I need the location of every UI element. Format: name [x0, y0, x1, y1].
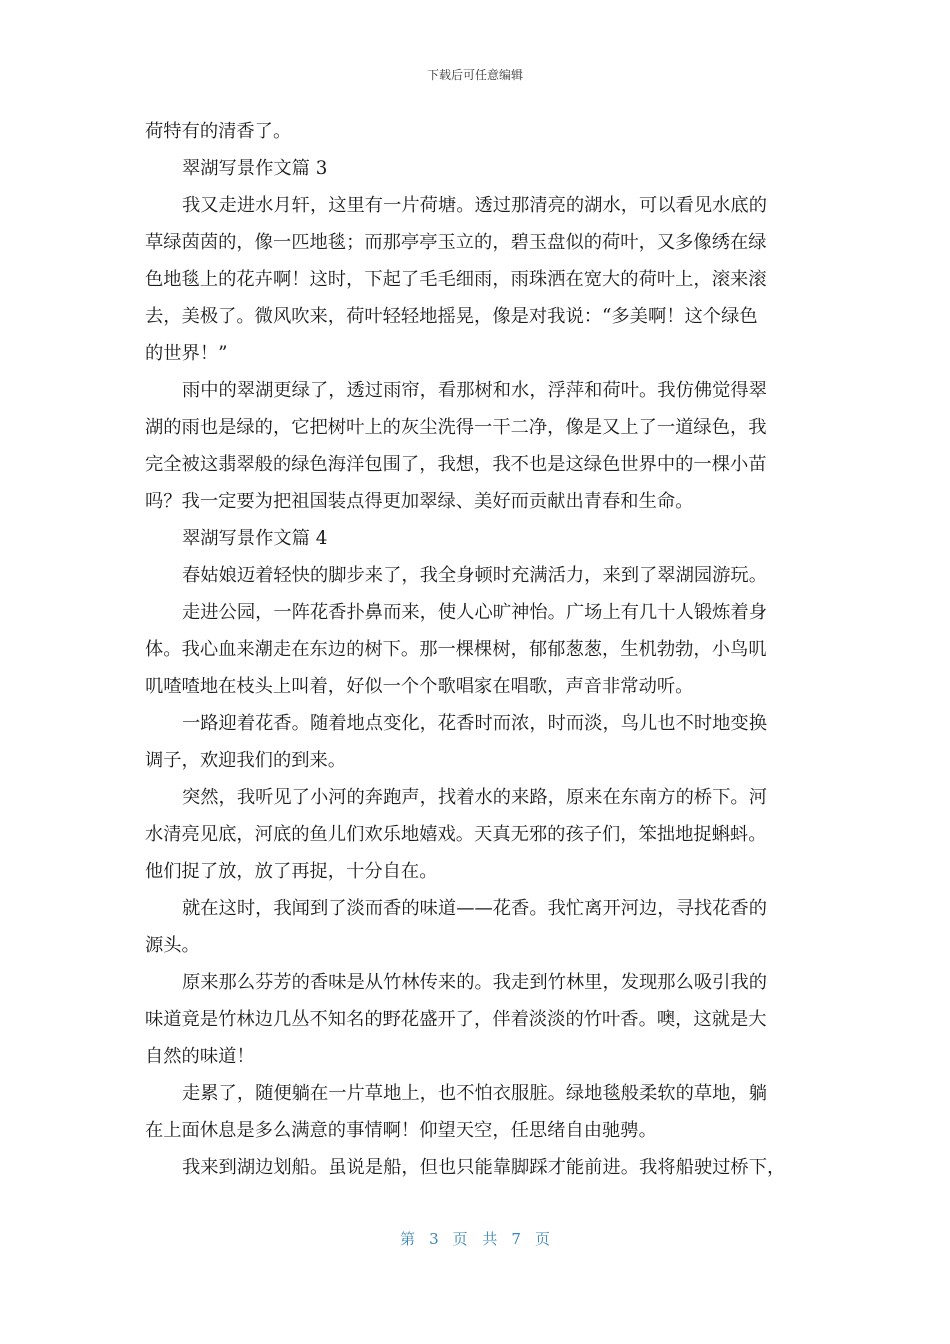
text-line: 的世界！”: [145, 343, 228, 364]
text-line: 去，美极了。微风吹来，荷叶轻轻地摇晃，像是对我说：“多美啊！这个绿色: [145, 306, 758, 327]
text-line: 走进公园，一阵花香扑鼻而来，使人心旷神怡。广场上有几十人锻炼着身: [182, 602, 767, 623]
text-line: 完全被这翡翠般的绿色海洋包围了，我想，我不也是这绿色世界中的一棵小苗: [145, 454, 767, 475]
text-line: 吗？我一定要为把祖国装点得更加翠绿、美好而贡献出青春和生命。: [145, 491, 694, 512]
text-line: 体。我心血来潮走在东边的树下。那一棵棵树，郁郁葱葱，生机勃勃，小鸟叽: [145, 639, 767, 660]
text-line: 突然，我听见了小河的奔跑声，找着水的来路，原来在东南方的桥下。河: [182, 787, 767, 808]
total-pages: 7: [511, 1230, 521, 1248]
text-line: 叽喳喳地在枝头上叫着，好似一个个歌唱家在唱歌，声音非常动听。: [145, 676, 694, 697]
text-line: 湖的雨也是绿的，它把树叶上的灰尘洗得一干二净，像是又上了一道绿色，我: [145, 417, 767, 438]
text-line: 调子，欢迎我们的到来。: [145, 750, 347, 771]
text-line: 色地毯上的花卉啊！这时，下起了毛毛细雨，雨珠洒在宽大的荷叶上，滚来滚: [145, 269, 767, 290]
text-line: 原来那么芬芳的香味是从竹林传来的。我走到竹林里，发现那么吸引我的: [182, 972, 767, 993]
text-line: 草绿茵茵的，像一匹地毯；而那亭亭玉立的，碧玉盘似的荷叶，又多像绣在绿: [145, 232, 767, 253]
document-body: [145, 113, 805, 1186]
page-number: 3: [429, 1230, 439, 1248]
section-heading: 翠湖写景作文篇 3: [182, 158, 328, 179]
page-header: 下载后可任意编辑: [426, 68, 523, 82]
section-heading: 翠湖写景作文篇 4: [182, 528, 328, 549]
text-line: 味道竟是竹林边几丛不知名的野花盛开了，伴着淡淡的竹叶香。噢，这就是大: [145, 1009, 767, 1030]
text-line: 水清亮见底，河底的鱼儿们欢乐地嬉戏。天真无邪的孩子们，笨拙地捉蝌蚪。: [145, 824, 767, 845]
footer-prefix: 第: [400, 1230, 416, 1248]
text-line: 他们捉了放，放了再捉，十分自在。: [145, 861, 438, 882]
text-line: 雨中的翠湖更绿了，透过雨帘，看那树和水，浮萍和荷叶。我仿佛觉得翠: [182, 380, 767, 401]
text-line: 荷特有的清香了。: [145, 121, 292, 142]
text-line: 就在这时，我闻到了淡而香的味道——花香。我忙离开河边，寻找花香的: [182, 898, 767, 919]
text-line: 春姑娘迈着轻快的脚步来了，我全身顿时充满活力，来到了翠湖园游玩。: [182, 565, 767, 586]
text-line: 源头。: [145, 935, 200, 956]
text-line: 一路迎着花香。随着地点变化，花香时而浓，时而淡，鸟儿也不时地变换: [182, 713, 767, 734]
text-line: 我又走进水月轩，这里有一片荷塘。透过那清亮的湖水，可以看见水底的: [182, 195, 767, 216]
page-footer: [0, 1228, 950, 1249]
footer-mid: 页 共: [452, 1230, 498, 1248]
text-line: 走累了，随便躺在一片草地上，也不怕衣服脏。绿地毯般柔软的草地，躺: [182, 1083, 767, 1104]
footer-suffix: 页: [534, 1230, 550, 1248]
text-line: 在上面休息是多么满意的事情啊！仰望天空，任思绪自由驰骋。: [145, 1120, 657, 1141]
text-line: 我来到湖边划船。虽说是船，但也只能靠脚踩才能前进。我将船驶过桥下，: [182, 1157, 786, 1178]
text-line: 自然的味道！: [145, 1046, 255, 1067]
